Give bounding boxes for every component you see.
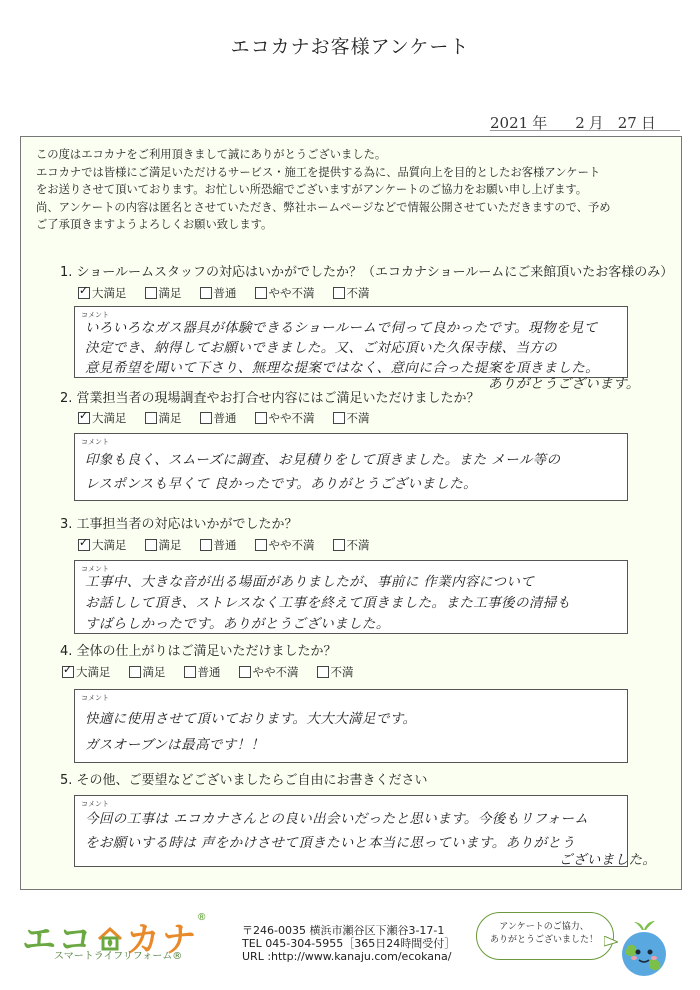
option-label: やや不満 [268,286,315,300]
option-label: やや不満 [268,538,315,552]
comment-box-3[interactable] [74,560,628,634]
option[interactable] [317,664,354,680]
option[interactable] [333,537,370,553]
option[interactable] [145,537,182,553]
comment-line: ございました。 [559,852,657,868]
checkbox[interactable] [200,412,212,424]
comment-line-overflow: ありがとうございます。 [488,376,640,392]
comment-line: 快適に使用させて頂いております。大大大満足です。 [85,711,417,727]
checkbox[interactable] [145,287,157,299]
option-label: 不満 [346,538,370,552]
comment-line: すばらしかったです。ありがとうございました。 [85,616,390,632]
option[interactable] [184,664,221,680]
option-label: 普通 [213,411,237,425]
option[interactable] [255,285,315,301]
question-5: 5. その他、ご要望などございましたらご自由にお書きください [60,773,428,788]
checkbox[interactable] [145,539,157,551]
option-label: 大満足 [92,411,127,425]
option[interactable] [255,537,315,553]
comment-line: 工事中、大きな音が出る場面がありましたが、事前に 作業内容について [85,574,535,590]
address-line: 〒246-0035 横浜市瀬谷区下瀬谷3-17-1 [242,924,445,937]
date-year-unit: 年 [532,114,548,132]
url-line: URL :http://www.kanaju.com/ecokana/ [242,950,452,963]
checkbox[interactable] [200,539,212,551]
intro-line: 尚、アンケートの内容は匿名とさせていただき、弊社ホームページなどで情報公開させていただきますので、予め [36,200,611,214]
comment-label: コメント [81,565,109,573]
checkbox[interactable] [317,666,329,678]
checkbox[interactable] [78,539,90,551]
question-3: 3. 工事担当者の対応はいかがでしたか？ [60,517,298,532]
bubble-line: アンケートのご協力、 [499,922,589,932]
logo-subtitle: スマートライフリフォーム® [54,951,183,962]
option-label: 大満足 [92,286,127,300]
option-label: 不満 [330,665,354,679]
comment-line: 今回の工事は エコカナさんとの良い出会いだったと思います。今後もリフォーム [85,811,589,827]
comment-label: コメント [81,438,109,446]
comment-line: レスポンスも早くて 良かったです。ありがとうございました。 [85,476,478,492]
company-address [242,924,455,963]
checkbox[interactable] [145,412,157,424]
question-2: 2. 営業担当者の現場調査やお打合せ内容にはご満足いただけましたか？ [60,391,480,406]
options-1 [78,285,370,301]
option[interactable] [333,285,370,301]
comment-line: お話しして頂き、ストレスなく工事を終えて頂きました。また工事後の清掃も [85,595,571,611]
survey-title: エコカナお客様アンケート [230,36,470,58]
options-2 [78,410,370,426]
option-label: やや不満 [268,411,315,425]
logo-char: カ [126,921,162,959]
checkbox[interactable] [78,287,90,299]
comment-line: をお願いする時は 声をかけさせて頂きたいと本当に思っています。ありがとう [85,835,576,851]
option[interactable] [200,410,237,426]
options-3 [78,537,370,553]
bubble-line: ありがとうございました！ [489,935,598,945]
date-day: 27 [617,114,637,132]
option[interactable] [78,285,127,301]
question-1: 1. ショールームスタッフの対応はいかがでしたか？（エコカナショールームにご来館頂いたお客様のみ） [60,265,674,280]
option[interactable] [145,410,182,426]
comment-box-5[interactable] [74,795,657,868]
option[interactable] [145,285,182,301]
checkbox[interactable] [255,287,267,299]
option-label: 不満 [346,411,370,425]
options-4 [62,664,354,680]
option-label: 不満 [346,286,370,300]
checkbox[interactable] [239,666,251,678]
comment-label: コメント [81,800,109,808]
option[interactable] [239,664,299,680]
intro-line: エコカナでは皆様にご満足いただけるサービス・施工を提供する為に、品質向上を目的としたお客様アンケート [36,165,601,179]
checkbox[interactable] [255,539,267,551]
option-label: やや不満 [252,665,299,679]
comment-line: 意見希望を聞いて下さり、無理な提案ではなく、意向に合った提案を頂きました。 [85,360,600,376]
date-year: 2021 [490,114,529,132]
option-label: 満足 [158,411,182,425]
option[interactable] [129,664,166,680]
logo-char: エ [22,921,58,959]
checkbox[interactable] [200,287,212,299]
checkbox[interactable] [333,539,345,551]
option[interactable] [333,410,370,426]
comment-label: コメント [81,694,109,702]
checkbox[interactable] [78,412,90,424]
option[interactable] [62,664,111,680]
option-label: 大満足 [92,538,127,552]
comment-box-2[interactable] [74,433,628,501]
option-label: 普通 [213,286,237,300]
comment-line: いろいろなガス器具が体験できるショールームで伺って良かったです。現物を見て [85,320,598,336]
checkbox[interactable] [184,666,196,678]
comment-box-4[interactable] [74,689,628,763]
intro-line: をお送りさせて頂いております。お忙しい所恐縮でございますがアンケートのご協力をお願い申し上げます。 [36,183,588,196]
checkbox[interactable] [333,412,345,424]
option[interactable] [200,537,237,553]
option-label: 普通 [213,538,237,552]
intro-line: この度はエコカナをご利用頂きまして誠にありがとうございました。 [36,148,387,161]
checkbox[interactable] [129,666,141,678]
option[interactable] [78,537,127,553]
option-label: 満足 [158,286,182,300]
option-label: 満足 [142,665,166,679]
comment-line: 決定でき、納得してお願いできました。又、ご対応頂いた久保寺様、当方の [85,340,558,356]
date-day-unit: 日 [640,114,656,132]
date-underline [490,130,680,131]
bubble-text [476,921,612,947]
intro-line: ご了承頂きますようよろしくお願い致します。 [36,218,273,231]
option-label: 大満足 [76,665,111,679]
comment-label: コメント [81,311,109,319]
earth-mascot-icon [612,916,676,984]
comment-box-1[interactable] [74,306,628,378]
comment-line: ガスオーブンは最高です！！ [85,737,265,753]
logo-registered: ® [198,912,208,923]
phone-line: TEL 045-304-5955［365日24時間受付］ [242,937,456,950]
option[interactable] [255,410,315,426]
option-label: 普通 [197,665,221,679]
logo-char: ナ [162,921,198,959]
intro-text [36,146,676,234]
option[interactable] [78,410,127,426]
date-month-unit: 月 [588,114,604,132]
date-month: 2 [575,114,585,132]
checkbox[interactable] [333,287,345,299]
checkbox[interactable] [62,666,74,678]
option-label: 満足 [158,538,182,552]
checkbox[interactable] [255,412,267,424]
logo-char: コ [58,921,94,959]
question-4: 4. 全体の仕上がりはご満足いただけましたか？ [60,644,337,659]
option[interactable] [200,285,237,301]
comment-line: 印象も良く、スムーズに調査、お見積りをして頂きました。また メール等の [85,452,561,468]
